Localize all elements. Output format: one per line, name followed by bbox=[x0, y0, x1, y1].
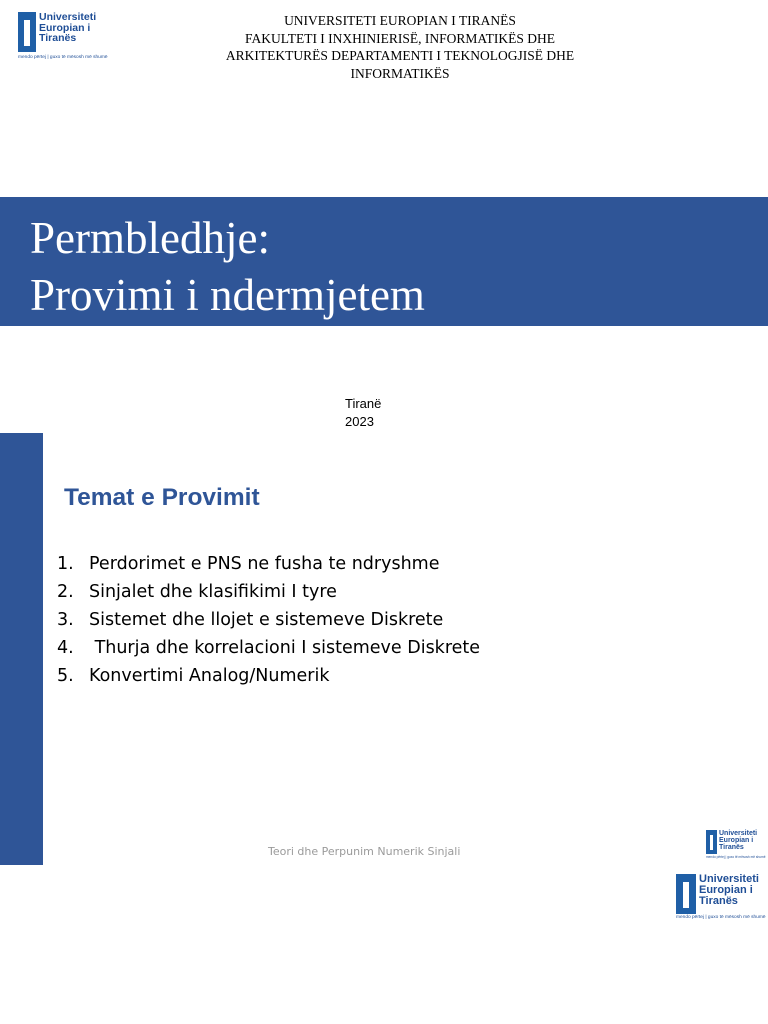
list-item bbox=[57, 550, 480, 578]
list-number: 5. bbox=[57, 666, 74, 686]
list-item bbox=[57, 606, 480, 634]
logo-name-line: Universiteti bbox=[699, 873, 759, 885]
university-logo bbox=[18, 11, 108, 62]
city: Tiranë bbox=[345, 396, 382, 411]
topic-list bbox=[57, 550, 480, 690]
list-item bbox=[57, 634, 480, 662]
title-line-2: Provimi i ndermjetem bbox=[30, 270, 425, 320]
logo-name-line: Tiranës bbox=[39, 32, 77, 44]
footer-course-name: Teori dhe Perpunim Numerik Sinjali bbox=[268, 845, 461, 858]
header-line: FAKULTETI I INXHINIERISË, INFORMATIKËS DHE bbox=[244, 30, 556, 46]
title-line-1: Permbledhje: bbox=[30, 213, 270, 263]
place-date bbox=[345, 395, 381, 431]
header-line: INFORMATIKËS bbox=[350, 65, 450, 81]
tower-icon bbox=[676, 874, 696, 914]
logo-tagline: mendo përtej | guxo të mësosh më shumë bbox=[676, 915, 766, 920]
list-number: 3. bbox=[57, 610, 74, 630]
list-number: 4. bbox=[57, 638, 74, 658]
logo-name-line: Europian i bbox=[699, 884, 753, 896]
header-line: UNIVERSITETI EUROPIAN I TIRANËS bbox=[284, 13, 516, 28]
logo-name-line: Universiteti bbox=[719, 830, 758, 837]
logo-name-line: Europian i bbox=[719, 837, 754, 844]
list-text: Perdorimet e PNS ne fusha te ndryshme bbox=[89, 554, 440, 574]
list-text: Thurja dhe korrelacioni I sistemeve Diskrete bbox=[89, 638, 481, 658]
logo-tagline: mendo përtej | guxo të mësosh më shumë bbox=[706, 855, 766, 859]
tower-icon bbox=[706, 830, 717, 854]
list-text: Sistemet dhe llojet e sistemeve Diskrete bbox=[89, 610, 444, 630]
logo-name bbox=[719, 830, 757, 851]
title-band bbox=[0, 197, 768, 326]
list-number: 2. bbox=[57, 582, 74, 602]
logo-name bbox=[699, 874, 759, 907]
university-logo-large bbox=[676, 873, 766, 922]
list-text: Konvertimi Analog/Numerik bbox=[89, 666, 330, 686]
section-heading: Temat e Provimit bbox=[64, 484, 260, 511]
header-line: ARKITEKTURËS DEPARTAMENTI I TEKNOLOGJISË DHE bbox=[225, 48, 575, 63]
year: 2023 bbox=[345, 414, 374, 429]
logo-tagline: mendo përtej | guxo të mësosh më shumë bbox=[18, 55, 108, 60]
institution-header bbox=[195, 12, 605, 82]
logo-name-line: Europian i bbox=[39, 21, 91, 34]
list-number: 1. bbox=[57, 554, 74, 574]
list-text: Sinjalet dhe klasifikimi I tyre bbox=[89, 582, 337, 602]
logo-name bbox=[39, 12, 96, 44]
side-accent-bar bbox=[0, 433, 43, 865]
logo-name-line: Tiranës bbox=[699, 895, 738, 907]
logo-name-line: Tiranës bbox=[719, 844, 744, 851]
list-item bbox=[57, 662, 480, 690]
list-item bbox=[57, 578, 480, 606]
tower-icon bbox=[18, 12, 36, 52]
logo-name-line: Universiteti bbox=[39, 11, 97, 23]
university-logo-small bbox=[706, 830, 766, 860]
